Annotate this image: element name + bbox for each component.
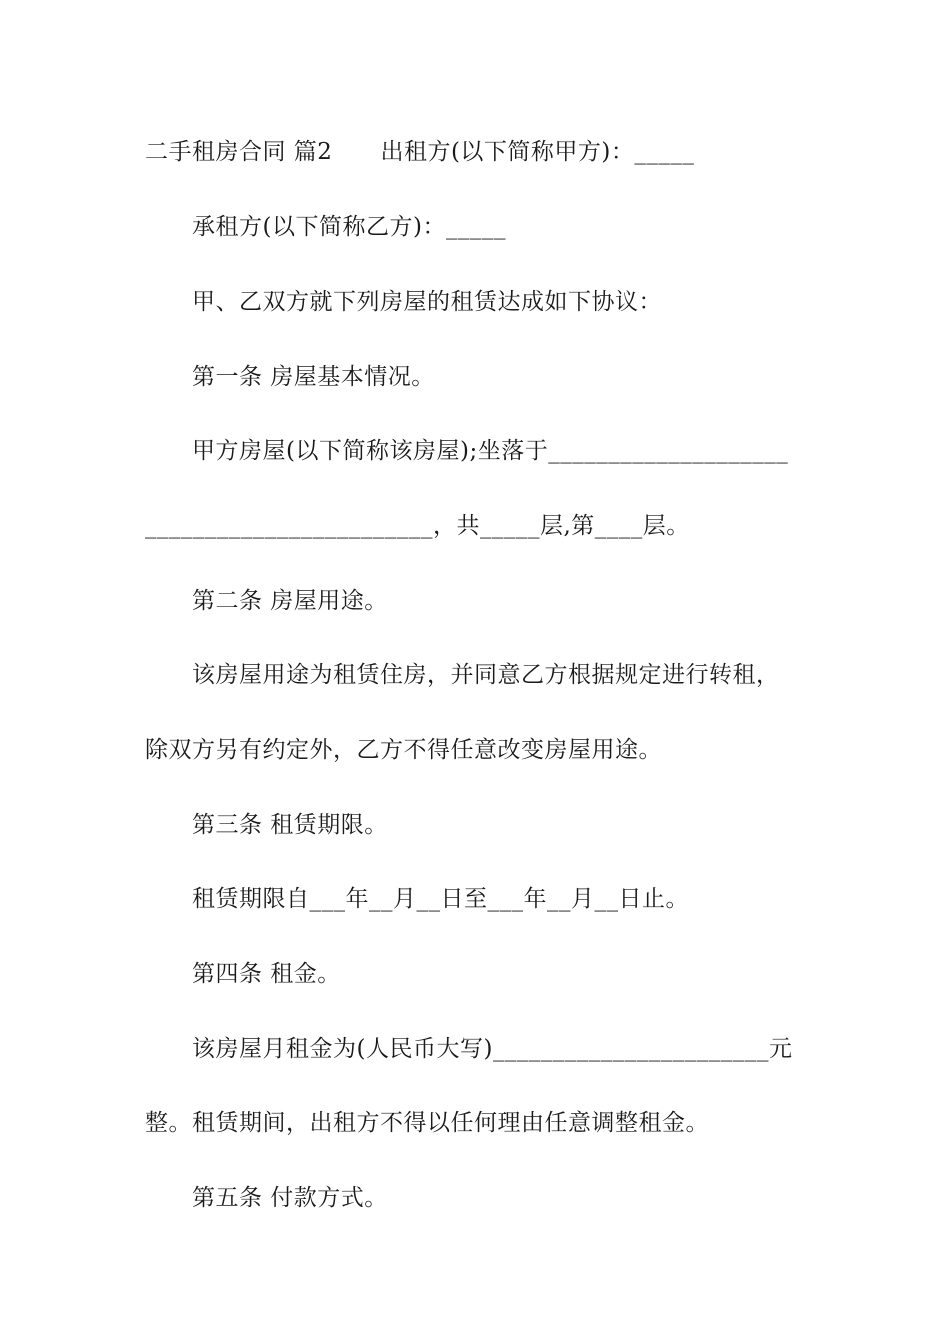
- article-4-heading: 第四条 租金。: [192, 961, 341, 987]
- rent-paragraph-line-2: 整。租赁期间，出租方不得以任何理由任意调整租金。: [145, 1110, 709, 1136]
- agreement-intro: 甲、乙双方就下列房屋的租赁达成如下协议：: [192, 289, 662, 315]
- lessor-field: 出租方(以下简称甲方)：_____: [380, 139, 695, 165]
- article-5-heading: 第五条 付款方式。: [192, 1185, 388, 1211]
- usage-paragraph-line-1: 该房屋用途为租赁住房，并同意乙方根据规定进行转租，: [192, 662, 780, 688]
- article-3-heading: 第三条 租赁期限。: [192, 812, 388, 838]
- article-1-heading: 第一条 房屋基本情况。: [192, 364, 435, 390]
- property-location: 甲方房屋(以下简称该房屋);坐落于____________________: [192, 438, 789, 464]
- title-line: [145, 137, 815, 167]
- article-2-heading: 第二条 房屋用途。: [192, 588, 388, 614]
- lease-term: 租赁期限自___年__月__日至___年__月__日止。: [192, 886, 689, 912]
- usage-paragraph-line-2: 除双方另有约定外，乙方不得任意改变房屋用途。: [145, 737, 662, 763]
- rent-paragraph-line-1: 该房屋月租金为(人民币大写)_______________________元: [192, 1036, 793, 1062]
- lessee-field: 承租方(以下简称乙方)：_____: [192, 214, 506, 240]
- property-floors: ________________________，共_____层,第____层。: [145, 513, 690, 539]
- contract-title: 二手租房合同 篇2: [145, 139, 333, 165]
